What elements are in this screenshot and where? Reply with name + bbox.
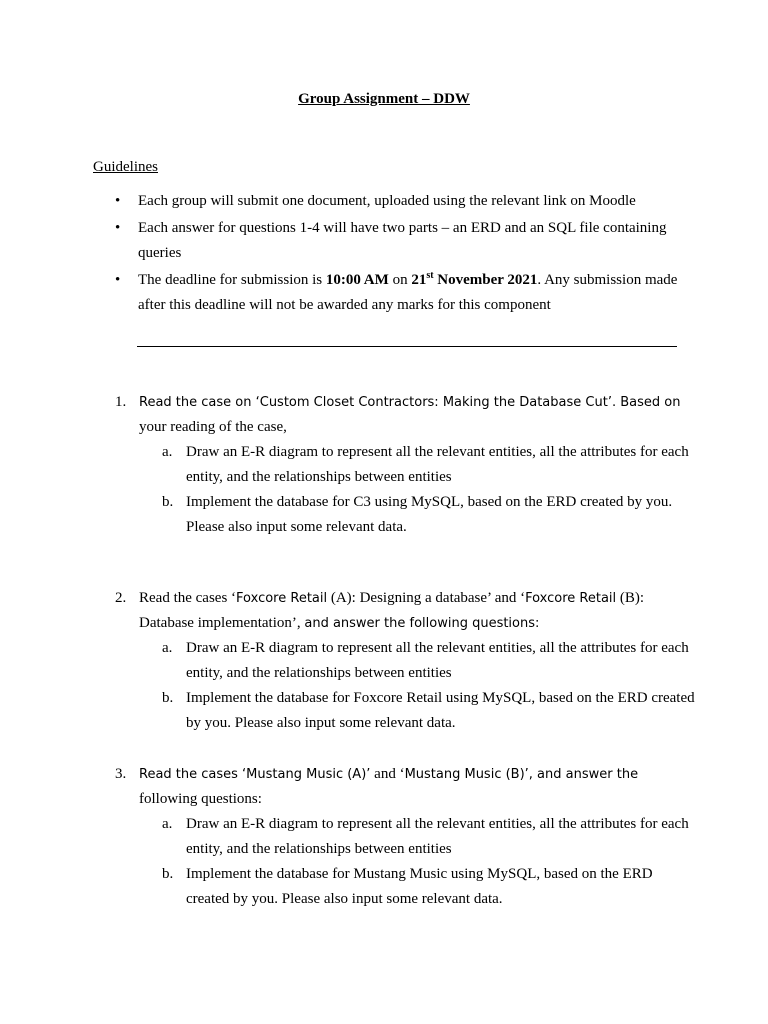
- question-number: 3.: [115, 766, 127, 782]
- question-part: a. Draw an E-R diagram to represent all the relevant entities, all the attributes for each entity, and the relationships between entities: [162, 640, 689, 681]
- document-title: Group Assignment – DDW: [298, 91, 470, 107]
- bullet-icon: •: [115, 220, 121, 236]
- deadline-date: 21st November 2021: [411, 270, 538, 288]
- question-3: 3. Read the cases ‘Mustang Music (A)’ and ‘Mustang Music (B)’, and answer the following questions: a. Draw an E-R diagram to represent all the relevant entities, all the attributes for each entity, and the relationships between entities b. Implement the database for Mustang Music using MySQL, based on the ERD created by you. Please also input some relevant data.: [115, 762, 695, 912]
- question-part: b. Implement the database for C3 using MySQL, based on the ERD created by you. Please also input some relevant data.: [162, 494, 673, 535]
- guidelines-heading: Guidelines: [93, 159, 158, 175]
- deadline-time: 10:00 AM: [325, 272, 389, 288]
- list-item: • Each answer for questions 1-4 will have two parts – an ERD and an SQL file containing queries: [93, 216, 693, 266]
- list-item: • The deadline for submission is 10:00 AM on 21st November 2021. Any submission made after this deadline will not be awarded any marks for this component: [115, 270, 678, 313]
- question-intro: Read the case on ‘Custom Closet Contractors: Making the Database Cut’. Based on: [139, 395, 681, 410]
- question-part: a. Draw an E-R diagram to represent all the relevant entities, all the attributes for each entity, and the relationships between entities: [162, 816, 689, 857]
- bullet-icon: •: [115, 193, 121, 209]
- question-1: 1. Read the case on ‘Custom Closet Contractors: Making the Database Cut’. Based on your reading of the case, a. Draw an E-R diagram to represent all the relevant entities, all the attributes for each entity, and the relationships between entities b. Implement the database for C3 using MySQL, based on the ERD created by you. Please also input some relevant data.: [115, 390, 695, 540]
- question-number: 2.: [115, 590, 127, 606]
- question-part: a. Draw an E-R diagram to represent all the relevant entities, all the attributes for each entity, and the relationships between entities: [162, 444, 689, 485]
- question-part: b. Implement the database for Mustang Music using MySQL, based on the ERD created by you. Please also input some relevant data.: [162, 866, 653, 907]
- horizontal-divider: [137, 346, 677, 347]
- question-part: b. Implement the database for Foxcore Retail using MySQL, based on the ERD created by you. Please also input some relevant data.: [162, 690, 695, 731]
- list-item: • Each group will submit one document, uploaded using the relevant link on Moodle: [93, 189, 693, 214]
- guidelines-list: [93, 189, 693, 320]
- bullet-icon: •: [115, 272, 121, 288]
- question-2: 2. Read the cases ‘Foxcore Retail (A): Designing a database’ and ‘Foxcore Retail (B): Database implementation’, and answer the following questions: a. Draw an E-R diagram to represent all the relevant entities, all the attributes for each entity, and the relationships between entities b. Implement the database for Foxcore Retail using MySQL, based on the ERD created by you. Please also input some relevant data.: [115, 586, 695, 736]
- question-number: 1.: [115, 394, 127, 410]
